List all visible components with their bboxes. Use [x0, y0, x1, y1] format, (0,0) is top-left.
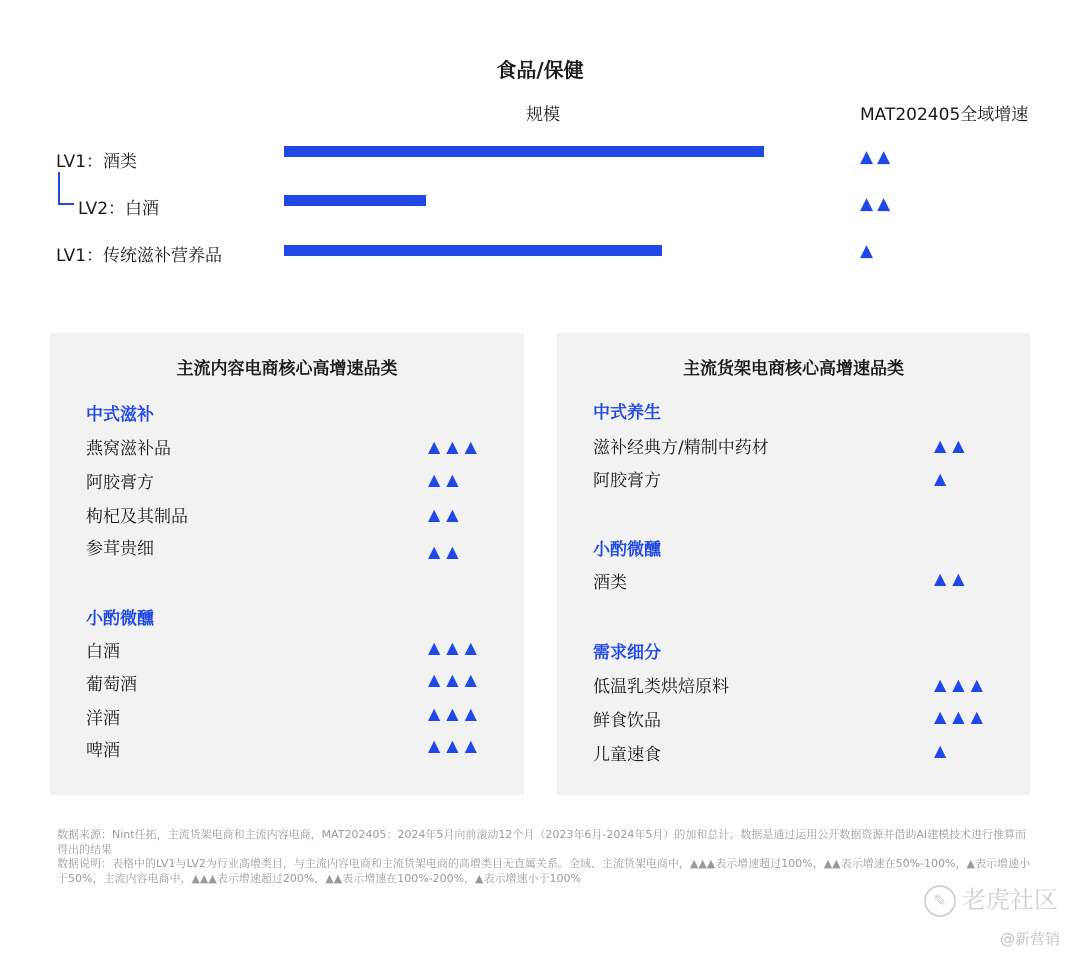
watermark-logo: ✎ 老虎社区 — [924, 880, 1058, 917]
bar-lv2-baijiu — [284, 195, 426, 206]
growth-triangles: ▲ — [934, 469, 953, 488]
growth-triangles: ▲▲▲ — [428, 638, 483, 657]
growth-triangles: ▲▲▲ — [428, 704, 483, 723]
panel-title: 主流货架电商核心高增速品类 — [683, 359, 904, 379]
growth-triangles: ▲▲ — [934, 569, 971, 588]
section-heading: 需求细分 — [593, 643, 661, 663]
growth-triangles: ▲▲ — [428, 505, 465, 524]
growth-triangles: ▲▲ — [860, 194, 895, 214]
category-label: LV2：白酒 — [78, 199, 160, 219]
growth-triangles: ▲▲▲ — [428, 437, 483, 456]
category-label: LV1：传统滋补营养品 — [56, 246, 223, 266]
growth-triangles: ▲▲▲ — [934, 675, 989, 694]
bar-lv1-tonic — [284, 245, 662, 256]
growth-triangles: ▲▲▲ — [428, 736, 483, 755]
panel-title: 主流内容电商核心高增速品类 — [176, 359, 398, 379]
bar-lv1-liquor — [284, 146, 764, 157]
growth-triangles: ▲ — [934, 741, 953, 760]
tiger-logo-icon: ✎ — [924, 885, 956, 917]
growth-triangles: ▲▲▲ — [428, 670, 483, 689]
section-heading: 中式滋补 — [86, 405, 154, 425]
scale-header: 规模 — [526, 105, 560, 125]
list-item: 参茸贵细 — [86, 539, 154, 559]
growth-triangles: ▲ — [860, 241, 878, 261]
hierarchy-connector — [58, 172, 74, 205]
list-item: 葡萄酒 — [86, 675, 137, 695]
growth-triangles: ▲▲ — [860, 147, 895, 167]
growth-header: MAT202405全域增速 — [860, 105, 1029, 125]
section-heading: 小酌微醺 — [86, 609, 154, 629]
growth-triangles: ▲▲ — [428, 542, 465, 561]
footnote — [57, 828, 1032, 886]
list-item: 白酒 — [86, 642, 120, 662]
list-item: 洋酒 — [86, 709, 120, 729]
list-item: 滋补经典方/精制中药材 — [593, 438, 769, 458]
chart-title: 食品/保健 — [496, 58, 584, 82]
list-item: 燕窝滋补品 — [86, 439, 171, 459]
growth-triangles: ▲▲▲ — [934, 707, 989, 726]
list-item: 阿胶膏方 — [86, 473, 154, 493]
category-label: LV1：酒类 — [56, 152, 138, 172]
growth-triangles: ▲▲ — [934, 436, 971, 455]
list-item: 阿胶膏方 — [593, 471, 661, 491]
footnote-explanation: 数据说明：表格中的LV1与LV2为行业高增类目，与主流内容电商和主流货架电商的高增类目无直属关系。全域、主流货架电商中，▲▲▲表示增速超过100%，▲▲表示增速在50%-100%，▲表示增速小于50%，主流内容电商中，▲▲▲表示增速超过200%，▲▲表示增速在100%-200%，▲表示增速小于100% — [57, 857, 1030, 885]
list-item: 儿童速食 — [593, 745, 661, 765]
list-item: 啤酒 — [86, 741, 120, 761]
list-item: 鲜食饮品 — [593, 711, 661, 731]
list-item: 酒类 — [593, 573, 627, 593]
section-heading: 小酌微醺 — [593, 540, 661, 560]
list-item: 低温乳类烘焙原料 — [593, 677, 729, 697]
list-item: 枸杞及其制品 — [86, 507, 188, 527]
watermark-handle: @新营销 — [999, 930, 1060, 948]
footnote-source: 数据来源：Nint任拓，主流货架电商和主流内容电商，MAT202405：2024年5月向前滚动12个月（2023年6月-2024年5月）的加和总计。数据是通过运用公开数据资源并借助AI建模技术进行推算而得出的结果 — [57, 828, 1027, 856]
growth-triangles: ▲▲ — [428, 470, 465, 489]
section-heading: 中式养生 — [593, 403, 661, 423]
